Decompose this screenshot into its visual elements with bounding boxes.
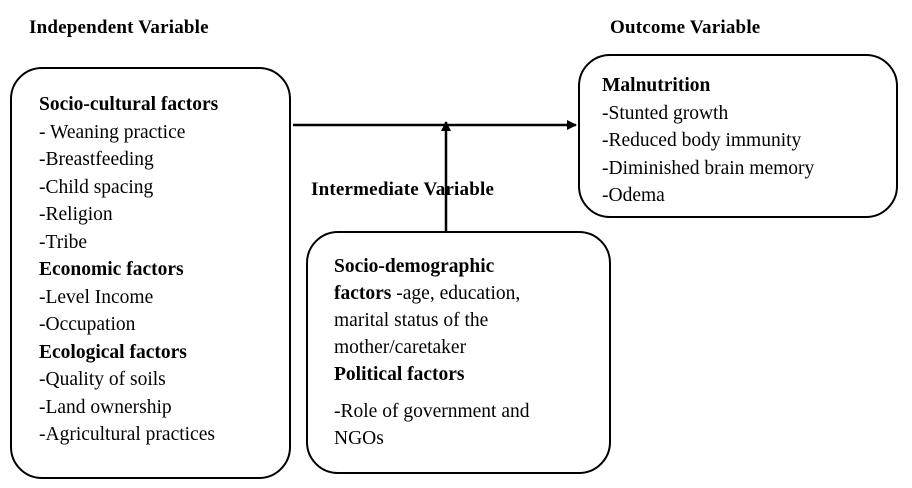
socio-demographic-title: Socio-demographic [334,256,495,277]
outcome-variable-heading: Outcome Variable [610,17,761,38]
outcome-variable-box [578,54,898,218]
group-title-economic: Economic factors [39,259,184,280]
list-item: -Agricultural practices [39,424,215,445]
political-factors-line: -Role of government and [334,401,530,422]
political-factors-line-cont: NGOs [334,428,384,449]
socio-demographic-line [334,280,530,307]
list-item: -Tribe [39,231,88,253]
socio-demographic-desc: -age, education, [391,283,521,304]
independent-variable-heading: Independent Variable [29,17,209,38]
group-title-ecological: Ecological factors [39,341,187,363]
list-item: -Religion [39,204,113,225]
factors-label: factors [334,283,392,304]
list-item: -Odema [602,185,665,206]
list-item: -Quality of soils [39,369,166,390]
list-item: -Diminished brain memory [602,157,815,179]
independent-variable-box [10,67,291,479]
list-item: - Weaning practice [39,121,186,143]
list-item: -Breastfeeding [39,149,154,170]
independent-factors-list [39,91,218,449]
list-item: -Level Income [39,286,154,308]
list-item: -Land ownership [39,396,172,418]
intermediate-variable-box [306,231,611,474]
group-title-socio-cultural: Socio-cultural factors [39,94,219,115]
socio-demographic-desc-cont: marital status of the [334,310,489,331]
list-item: -Child spacing [39,176,154,198]
socio-demographic-desc-end: mother/caretaker [334,337,467,358]
outcome-list [602,72,814,210]
intermediate-content [334,253,530,452]
intermediate-variable-heading: Intermediate Variable [311,179,495,200]
outcome-title: Malnutrition [602,75,711,96]
list-item: -Reduced body immunity [602,130,802,151]
list-item: -Occupation [39,314,136,335]
political-factors-title: Political factors [334,364,465,385]
list-item: -Stunted growth [602,102,729,124]
